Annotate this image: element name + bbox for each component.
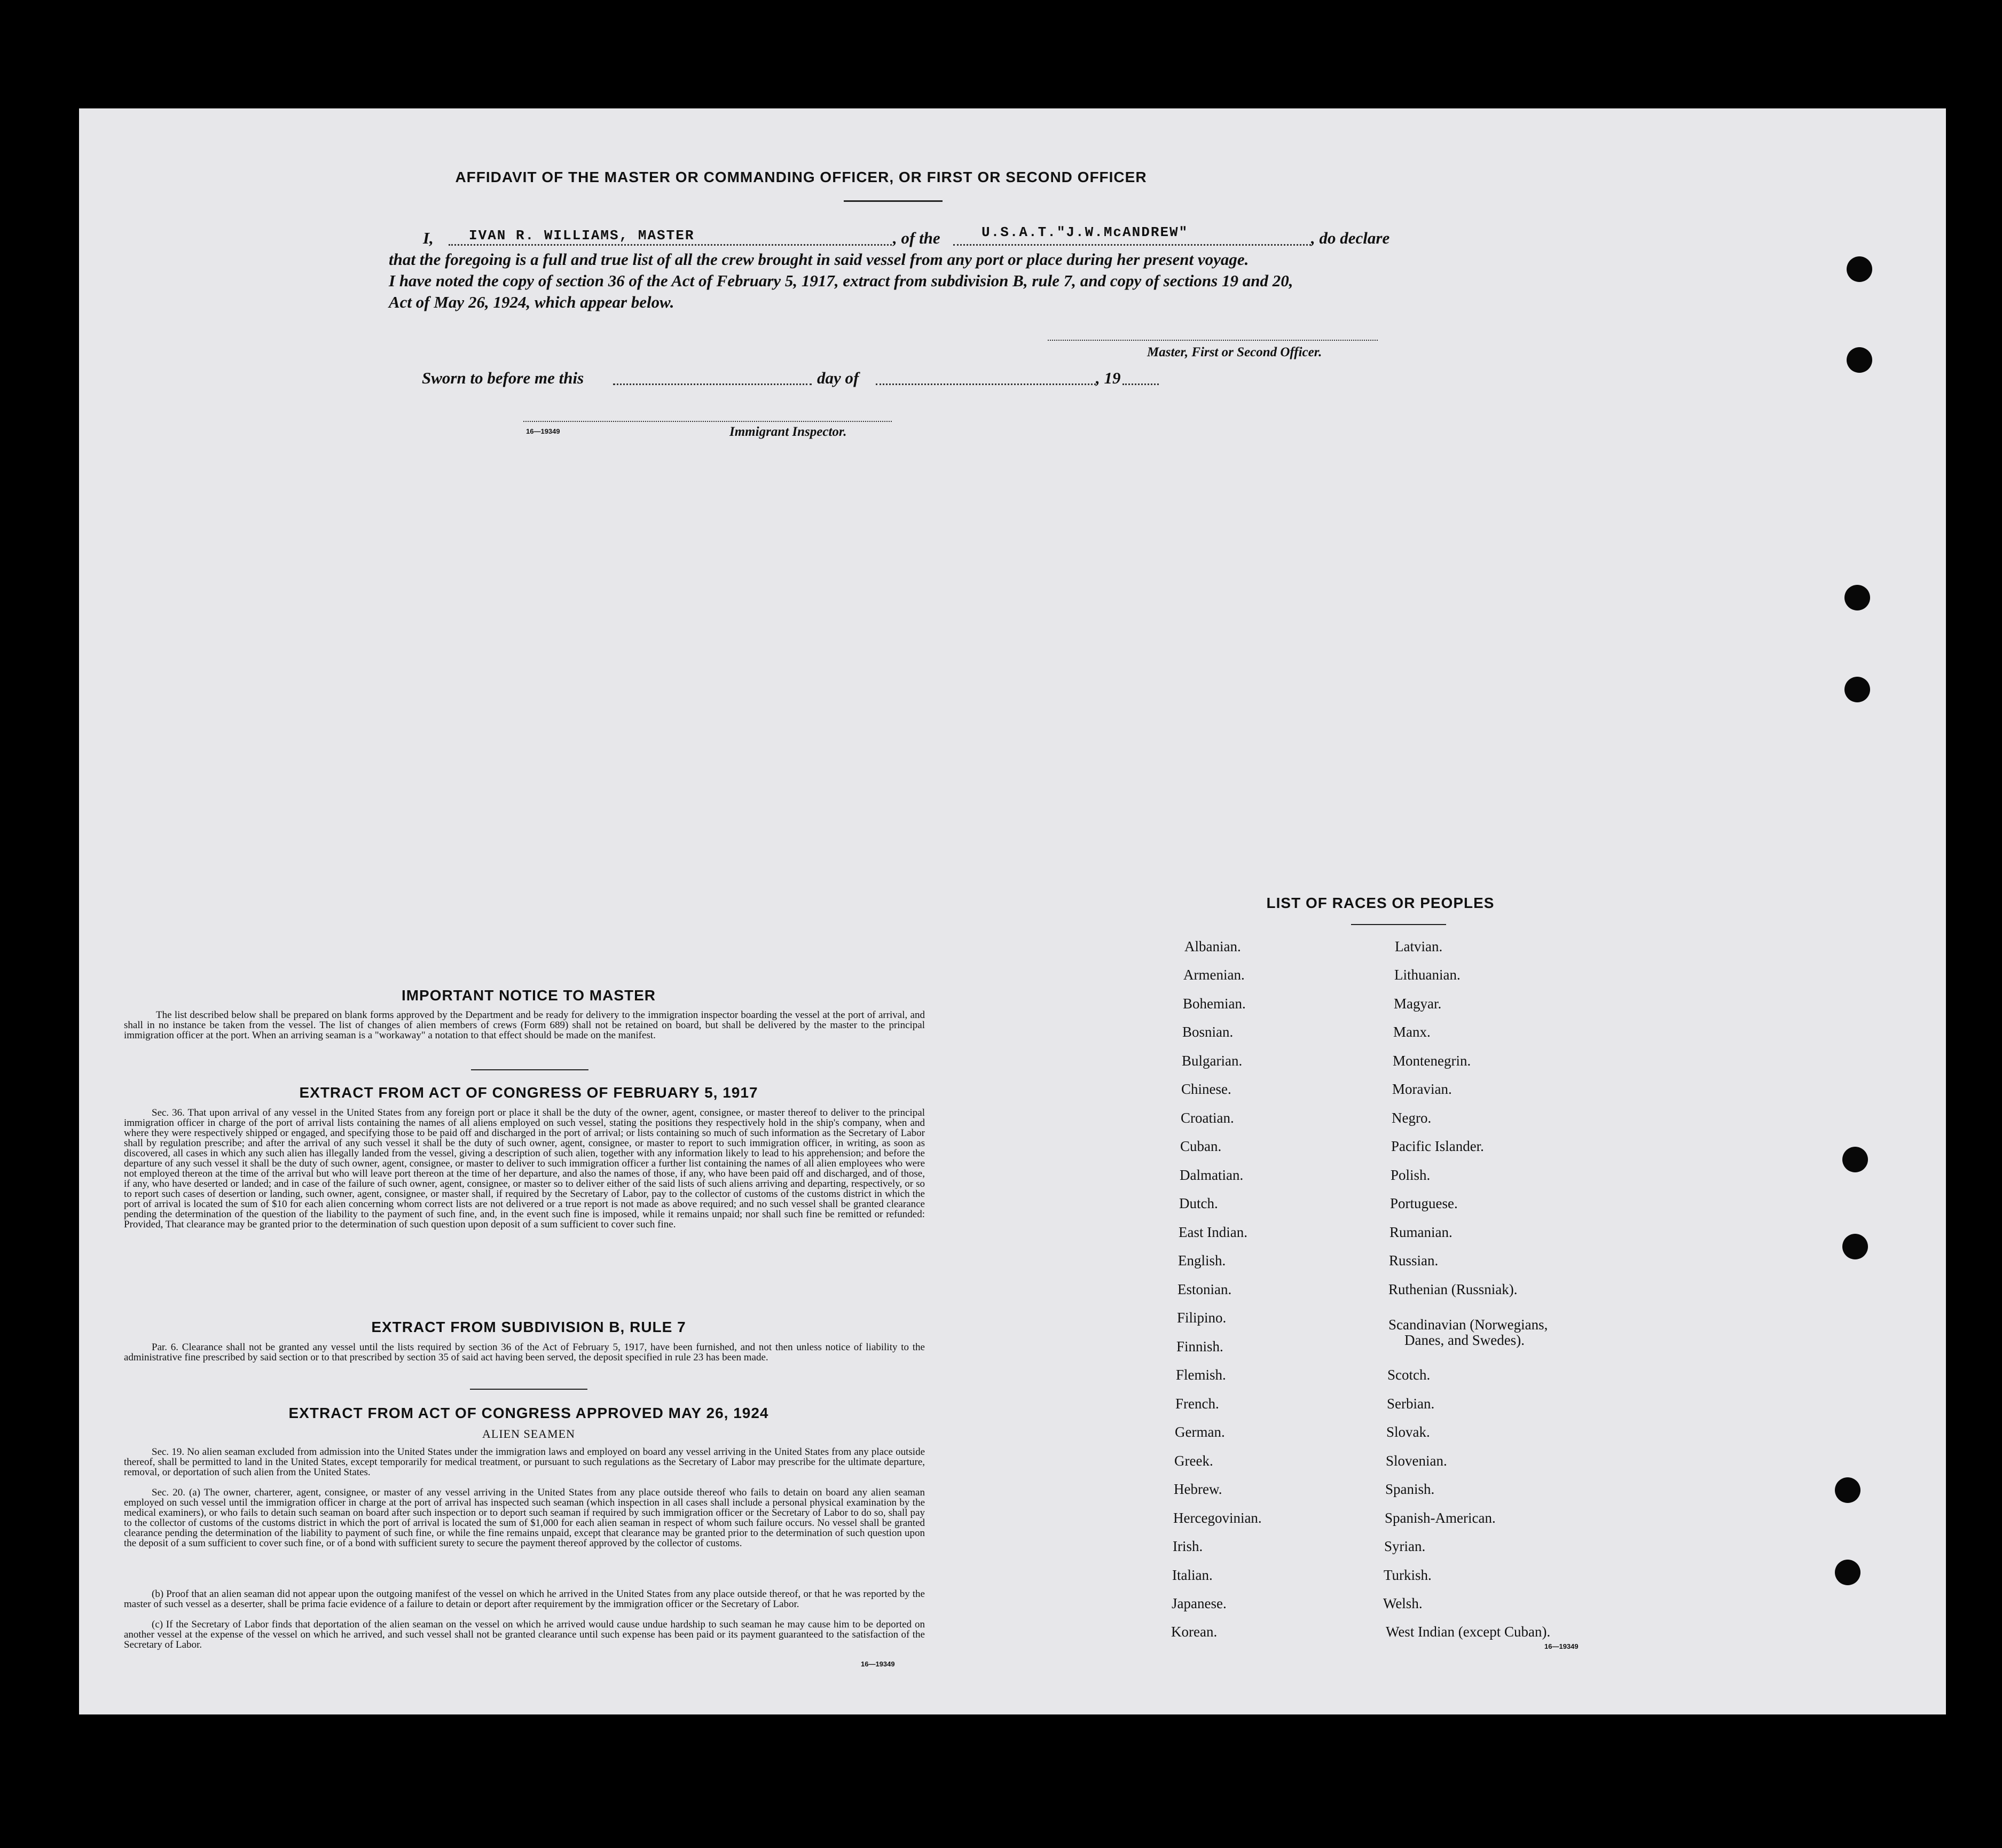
sworn-month-line bbox=[876, 383, 1096, 385]
extract-1924-sec19: Sec. 19. No alien seaman excluded from admission into the United States under the immigration laws and employed on board any vessel arriving in the United States from any place outside thereof, shall be permitted to land in the United States, except temporarily for medical treatment, or pursuant to such regulations as the Secretary of Labor may prescribe for the ultimate departure, removal, or deportation of such alien from the United States. bbox=[124, 1446, 925, 1478]
race-item: Negro. bbox=[1392, 1110, 1432, 1126]
race-item: Chinese. bbox=[1181, 1081, 1231, 1097]
race-item: Moravian. bbox=[1392, 1081, 1452, 1097]
race-item: Pacific Islander. bbox=[1391, 1138, 1484, 1154]
race-item: Scotch. bbox=[1387, 1367, 1431, 1383]
year-prefix: , 19 bbox=[1096, 369, 1121, 387]
affidavit-form-number: 16—19349 bbox=[526, 427, 560, 435]
notice-text: The list described below shall be prepared on blank forms approved by the Department and be ready for delivery to the immigration inspector boarding the vessel at the port of arrival, and shall in no instance be taken from the vessel. The list of changes of alien members of crews (Form 689) shall not be retained on board, but shall be delivered by the master to the principal immigration officer at the port. When an arriving seaman is a "workaway" a notation to that effect should be made on the manifest. bbox=[124, 1009, 925, 1041]
signature-line bbox=[1048, 340, 1378, 341]
divider bbox=[1351, 924, 1446, 925]
race-item: Scandinavian (Norwegians, bbox=[1388, 1317, 1548, 1333]
race-item: Bosnian. bbox=[1182, 1024, 1234, 1040]
race-item: East Indian. bbox=[1179, 1224, 1247, 1240]
race-item: Dutch. bbox=[1179, 1195, 1218, 1211]
race-item: Polish. bbox=[1391, 1167, 1431, 1183]
do-declare-label: , do declare bbox=[1311, 229, 1390, 247]
race-item: Filipino. bbox=[1177, 1310, 1227, 1326]
race-item: Russian. bbox=[1389, 1252, 1439, 1268]
sworn-day-line bbox=[613, 383, 812, 385]
race-item: Lithuanian. bbox=[1394, 967, 1461, 983]
race-item: Greek. bbox=[1174, 1453, 1213, 1469]
master-name: IVAN R. WILLIAMS, MASTER bbox=[469, 228, 695, 244]
race-item: Portuguese. bbox=[1390, 1195, 1458, 1211]
races-title: LIST OF RACES OR PEOPLES bbox=[1266, 895, 1495, 911]
binder-hole bbox=[1847, 347, 1872, 373]
binder-hole bbox=[1835, 1560, 1860, 1585]
affidavit-line-2: that the foregoing is a full and true list of all the crew brought in said vessel from any port or place during her present voyage. bbox=[389, 250, 1249, 269]
race-item: Japanese. bbox=[1172, 1595, 1227, 1611]
year-line bbox=[1122, 383, 1159, 385]
race-item: Serbian. bbox=[1387, 1396, 1435, 1412]
race-item: Armenian. bbox=[1183, 967, 1245, 983]
race-item: Hebrew. bbox=[1174, 1481, 1222, 1497]
race-item: Magyar. bbox=[1394, 996, 1442, 1012]
signature-label: Master, First or Second Officer. bbox=[1147, 345, 1322, 359]
race-item: Syrian. bbox=[1384, 1538, 1426, 1554]
of-the-label: , of the bbox=[893, 229, 940, 247]
race-item: Cuban. bbox=[1180, 1138, 1222, 1154]
race-item: Bohemian. bbox=[1183, 996, 1246, 1012]
race-item: Rumanian. bbox=[1389, 1224, 1453, 1240]
race-item: Turkish. bbox=[1384, 1567, 1432, 1583]
race-item: Italian. bbox=[1172, 1567, 1213, 1583]
races-form-number: 16—19349 bbox=[1544, 1642, 1579, 1650]
rule7-title: EXTRACT FROM SUBDIVISION B, RULE 7 bbox=[371, 1319, 686, 1335]
divider bbox=[844, 200, 943, 202]
day-of-label: day of bbox=[817, 369, 859, 387]
extract-1924-title: EXTRACT FROM ACT OF CONGRESS APPROVED MAY 26, 1924 bbox=[288, 1405, 769, 1421]
race-item: Bulgarian. bbox=[1182, 1053, 1243, 1069]
race-item: German. bbox=[1175, 1424, 1225, 1440]
race-item: Spanish-American. bbox=[1385, 1510, 1496, 1526]
binder-hole bbox=[1835, 1477, 1860, 1503]
race-item: Montenegrin. bbox=[1393, 1053, 1471, 1069]
race-item: Manx. bbox=[1393, 1024, 1431, 1040]
binder-hole bbox=[1842, 1147, 1868, 1172]
sworn-label: Sworn to before me this bbox=[422, 369, 584, 387]
vessel-name: U.S.A.T."J.W.McANDREW" bbox=[982, 224, 1189, 240]
extract-1917-text: Sec. 36. That upon arrival of any vessel in the United States from any foreign port or place it shall be the duty of the owner, agent, consignee, or master thereof to deliver to the principal immigration officer in charge of the port of arrival lists containing the names of all aliens employed on such vessel, stating the positions they respectively hold in the ship's company, when and where they were respectively shipped or engaged, and specifying those to be paid off and discharged in the port of arrival; or lists containing so much of such information as the Secretary of Labor shall by regulation prescribe; and after the arrival of any such vessel it shall be the duty of such owner, agent, consignee, or master to report to such immigration officer, in writing, as soon as discovered, all cases in which any such alien has illegally landed from the vessel, giving a description of such alien, together with any information likely to lead to his apprehension; and before the departure of any such vessel it shall be the duty of such owner, agent, consignee, or master to deliver to such immigration officer a further list containing the names of all alien employees who were not employed thereon at the time of the arrival but who will leave port thereon at the time of her departure, and also the names of those, if any, who have been paid off and discharged, and of those, if any, who have deserted or landed; and in case of the failure of such owner, agent, consignee, or master so to deliver either of the said lists of such aliens arriving and departing, respectively, or so to report such cases of desertion or landing, such owner, agent, consignee, or master shall, if required by the Secretary of Labor, pay to the collector of customs of the customs district in which the port of arrival is located the sum of $10 for each alien concerning whom correct lists are not delivered or a true report is not made as above required; and no such vessel shall be granted clearance pending the determination of the question of the liability to the payment of such fine, and, in the event such fine is imposed, while it remains unpaid; nor shall such fine be remitted or refunded: Provided, That clearance may be granted prior to the determination of such question upon deposit of a sum sufficient to cover such fine. bbox=[124, 1107, 925, 1230]
race-item: Latvian. bbox=[1395, 938, 1443, 954]
race-item: English. bbox=[1178, 1252, 1226, 1268]
master-name-line bbox=[449, 244, 892, 246]
race-item: Albanian. bbox=[1184, 938, 1241, 954]
race-item: Croatian. bbox=[1181, 1110, 1234, 1126]
race-item: Slovak. bbox=[1386, 1424, 1430, 1440]
extract-1924-subtitle: ALIEN SEAMEN bbox=[482, 1427, 575, 1440]
binder-hole bbox=[1847, 256, 1872, 282]
binder-hole bbox=[1844, 677, 1870, 702]
race-item: Danes, and Swedes). bbox=[1404, 1332, 1525, 1348]
inspector-label: Immigrant Inspector. bbox=[729, 425, 847, 439]
binder-hole bbox=[1844, 585, 1870, 610]
race-item: Dalmatian. bbox=[1180, 1167, 1244, 1183]
race-item: Finnish. bbox=[1176, 1338, 1223, 1354]
race-item: Flemish. bbox=[1176, 1367, 1226, 1383]
affidavit-i-label: I, bbox=[423, 229, 434, 247]
divider bbox=[471, 1069, 588, 1070]
extract-1924-sec20a: Sec. 20. (a) The owner, charterer, agent, consignee, or master of any vessel arriving in the United States from any place outside thereof who fails to detain on board any alien seaman employed on such vessel until the immigration officer in charge at the port of arrival has inspected such seaman (which inspection in all cases shall include a personal physical examination by the medical examiners), or who fails to detain such seaman on board after such inspection or to deport such seaman if required by such immigration officer or the Secretary of Labor to do so, shall pay to the collector of customs of the customs district in which the port of arrival is located the sum of $1,000 for each alien seaman in respect of whom such failure occurs. No vessel shall be granted clearance pending the determination of the liability to payment of such fine, or while the fine remains unpaid, except that clearance may be granted prior to the determination of such question upon the deposit of a sum sufficient to cover such fine, or of a bond with sufficient surety to secure the payment thereof approved by the collector of customs. bbox=[124, 1487, 925, 1549]
affidavit-line-4: Act of May 26, 1924, which appear below. bbox=[389, 293, 674, 311]
rule7-text: Par. 6. Clearance shall not be granted any vessel until the lists required by section 36 of the Act of February 5, 1917, have been furnished, and not then unless notice of liability to the administrative fine prescribed by said section or to that prescribed by section 35 of said act having been served, the deposit specified in rule 23 has been made. bbox=[124, 1342, 925, 1363]
race-item: French. bbox=[1175, 1396, 1219, 1412]
extract-1924-form-number: 16—19349 bbox=[861, 1660, 895, 1668]
race-item: Welsh. bbox=[1383, 1595, 1423, 1611]
race-item: Spanish. bbox=[1385, 1481, 1435, 1497]
extract-1924-sec20b: (b) Proof that an alien seaman did not appear upon the outgoing manifest of the vessel on which he arrived in the United States from any place outside thereof, or that he was reported by the master of such vessel as a deserter, shall be prima facie evidence of a failure to detain or deport after requirement by the immigration officer or the Secretary of Labor. bbox=[124, 1588, 925, 1610]
binder-hole bbox=[1842, 1234, 1868, 1259]
race-item: West Indian (except Cuban). bbox=[1386, 1624, 1551, 1640]
extract-1917-title: EXTRACT FROM ACT OF CONGRESS OF FEBRUARY 5, 1917 bbox=[299, 1084, 758, 1101]
extract-1924-sec20c: (c) If the Secretary of Labor finds that deportation of the alien seaman on the vessel on which he arrived would cause undue hardship to such seaman he may cause him to be deported on another vessel at the expense of the vessel on which he arrived, and such vessel shall not be granted clearance until such expense has been paid or its payment guaranteed to the satisfaction of the Secretary of Labor. bbox=[124, 1619, 925, 1650]
affidavit-title: AFFIDAVIT OF THE MASTER OR COMMANDING OFFICER, OR FIRST OR SECOND OFFICER bbox=[455, 169, 1147, 185]
race-item: Irish. bbox=[1173, 1538, 1203, 1554]
vessel-name-line bbox=[953, 244, 1311, 246]
race-item: Hercegovinian. bbox=[1173, 1510, 1262, 1526]
race-item: Estonian. bbox=[1177, 1281, 1232, 1297]
inspector-line bbox=[523, 421, 892, 422]
race-item: Korean. bbox=[1171, 1624, 1218, 1640]
notice-title: IMPORTANT NOTICE TO MASTER bbox=[401, 987, 656, 1004]
affidavit-line-3: I have noted the copy of section 36 of the Act of February 5, 1917, extract from subdivision B, rule 7, and copy of sections 19 and 20, bbox=[389, 271, 1293, 290]
race-item: Slovenian. bbox=[1386, 1453, 1447, 1469]
race-item: Ruthenian (Russniak). bbox=[1388, 1281, 1518, 1297]
divider bbox=[470, 1389, 587, 1390]
